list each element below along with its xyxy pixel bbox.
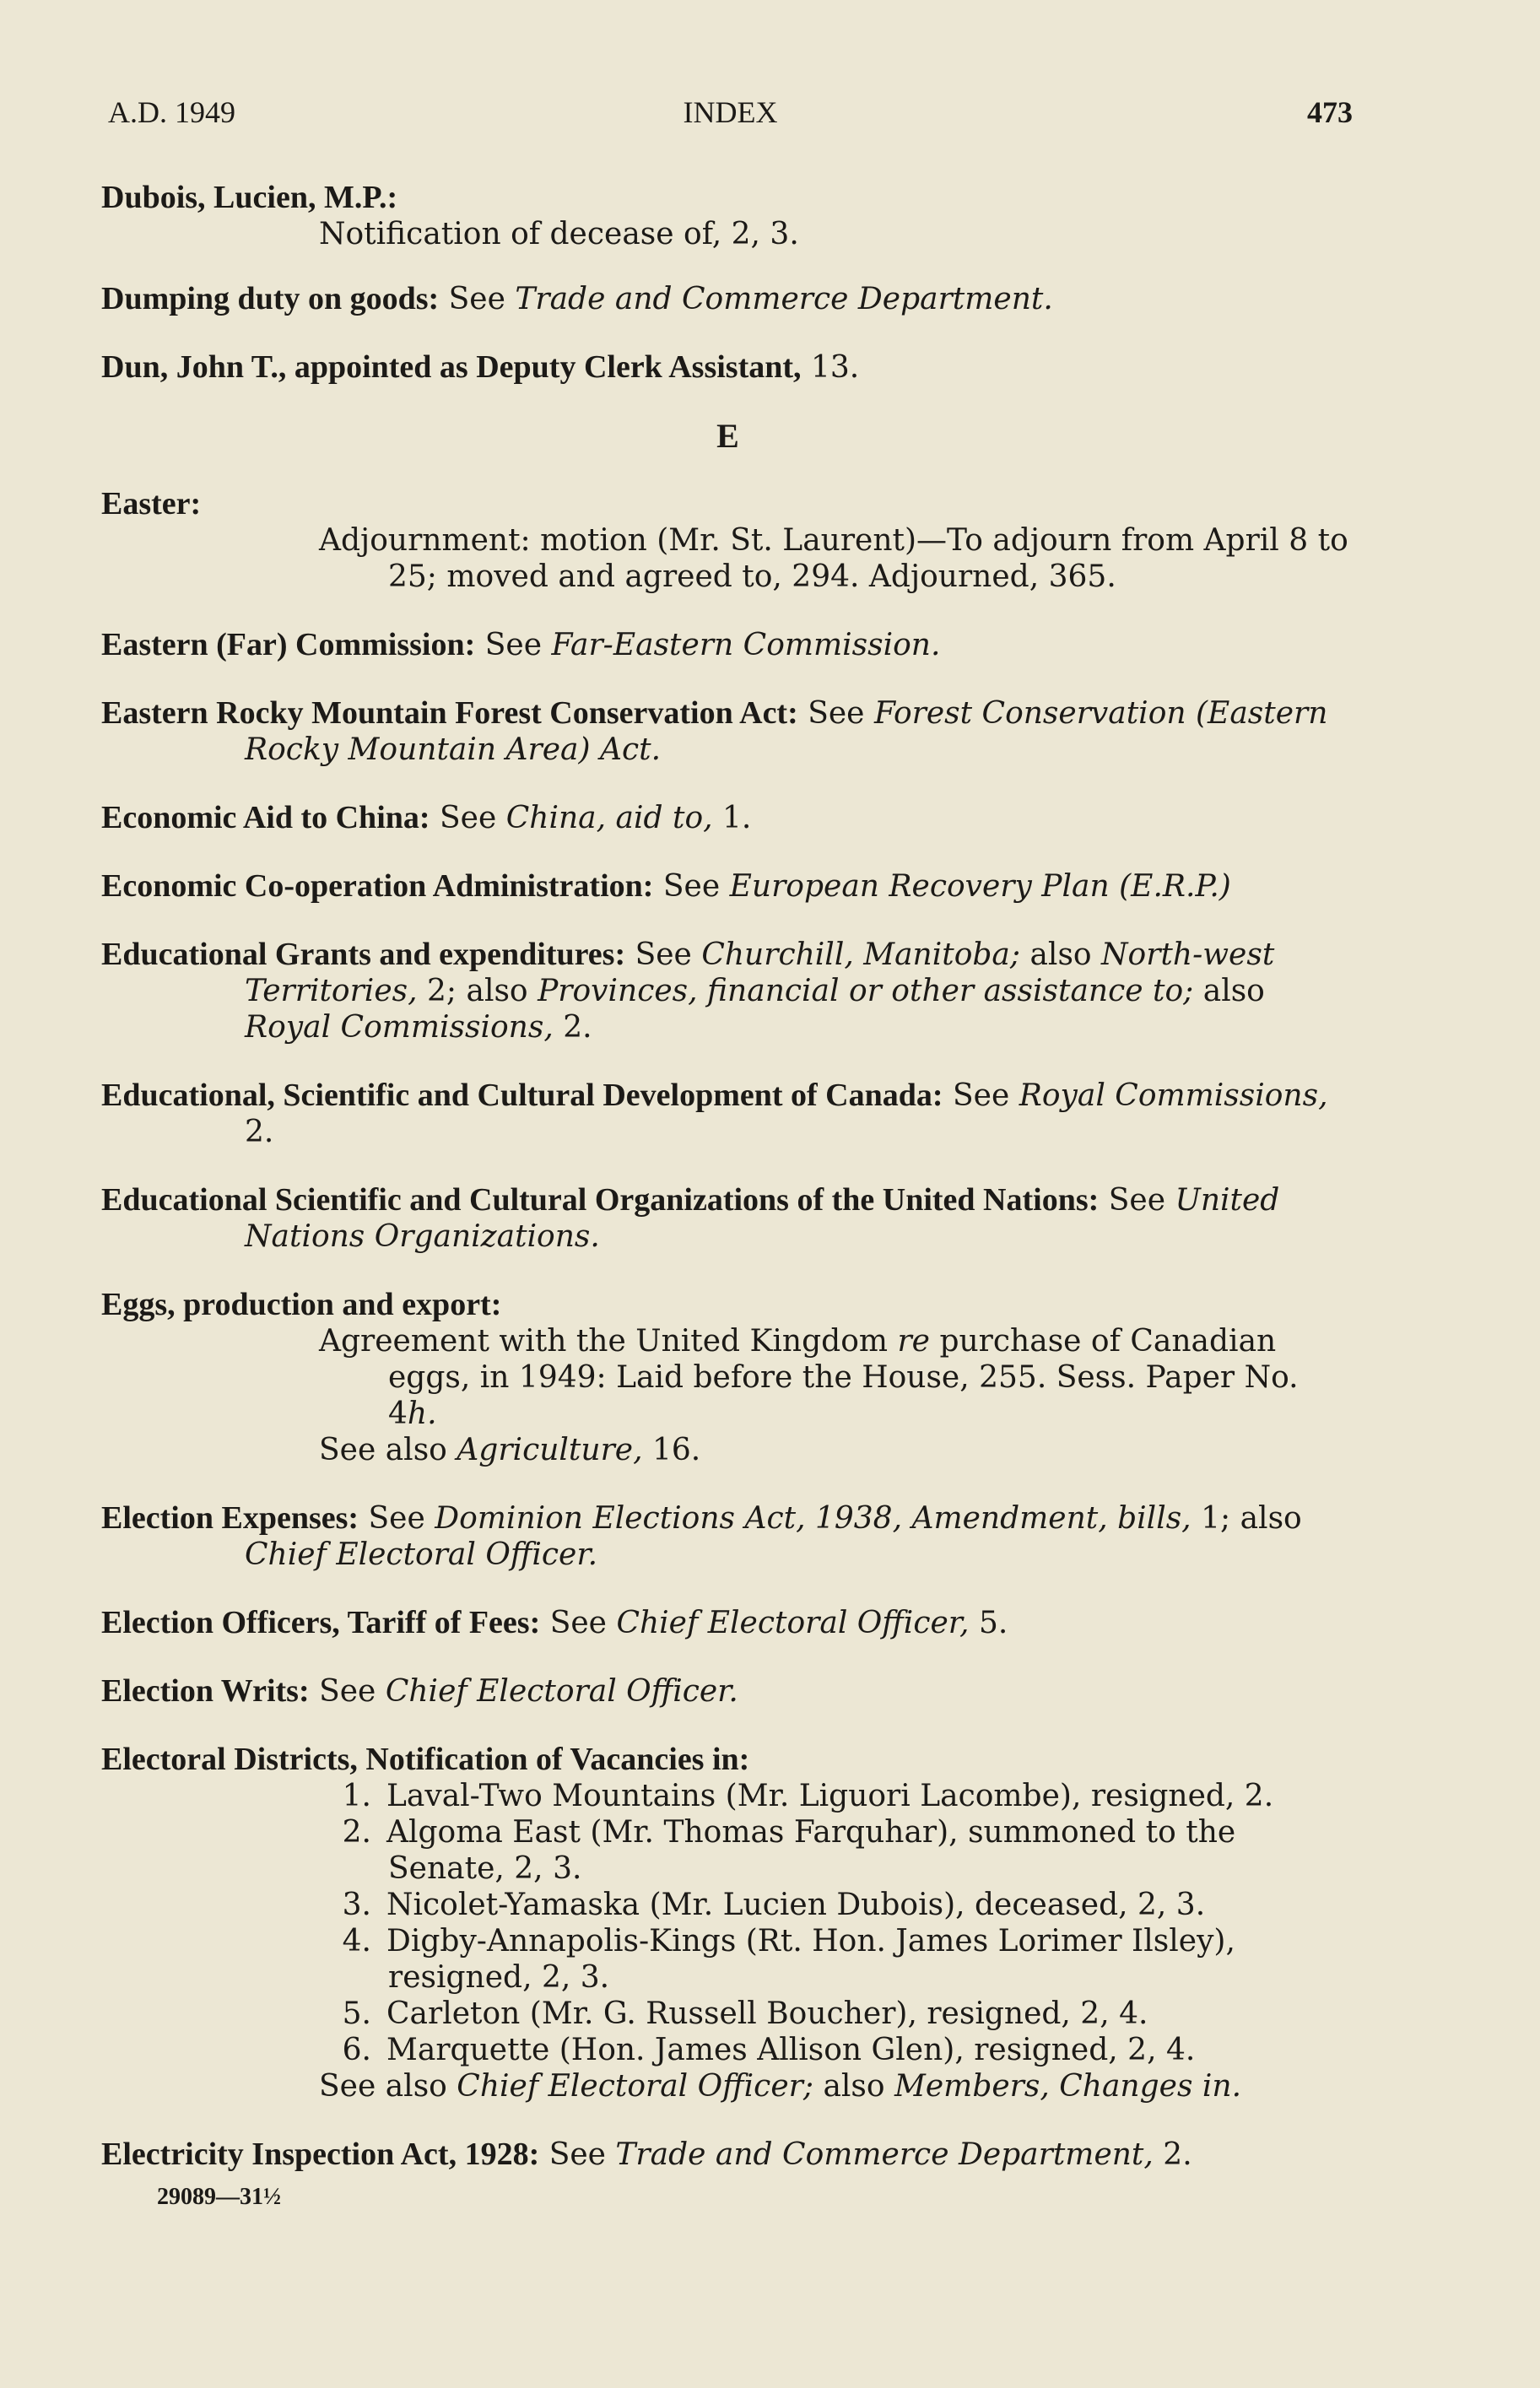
entry-heading: Electoral Districts, Notification of Vacancies in:	[101, 1742, 750, 1777]
index-entry-educational-grants	[101, 937, 1354, 1045]
page-ref: 5.	[978, 1606, 1008, 1640]
entry-heading: Electricity Inspection Act, 1928:	[101, 2137, 540, 2172]
cross-reference: (Eastern Rocky Mountain Area) Act.	[245, 696, 1328, 767]
cross-reference: North-west Territories,	[245, 937, 1275, 1008]
index-entries	[101, 180, 1354, 2173]
entry-heading: Election Writs:	[101, 1673, 310, 1709]
also-label: also	[1202, 974, 1265, 1008]
index-entry-eastern-rocky	[101, 695, 1354, 768]
see-label: See	[448, 282, 505, 316]
index-entry-election-expenses	[101, 1500, 1354, 1573]
entry-see-also: See also Agriculture, 16.	[319, 1433, 701, 1467]
entry-heading: Election Expenses:	[101, 1500, 359, 1536]
entry-heading: Dubois, Lucien, M.P.:	[101, 180, 398, 215]
index-entry-educational-scientific	[101, 1078, 1354, 1150]
list-item: 3. Nicolet-Yamaska (Mr. Lucien Dubois), deceased, 2, 3.	[342, 1888, 1206, 1922]
page-ref: 2; also	[427, 974, 528, 1008]
index-entry-election-writs	[101, 1673, 1354, 1710]
entry-heading: Election Officers, Tariff of Fees:	[101, 1605, 541, 1640]
page-ref: 2.	[563, 1010, 592, 1045]
index-entry-easter	[101, 486, 1354, 595]
cross-reference: China, aid to,	[505, 801, 713, 835]
cross-reference: Royal	[1019, 1078, 1105, 1113]
see-label: See	[440, 801, 497, 835]
entry-heading: Educational, Scientific and Cultural Development of Canada:	[101, 1078, 943, 1113]
page-number: 473	[1307, 95, 1353, 129]
entry-heading: Eggs, production and export:	[101, 1287, 502, 1322]
cross-reference: Royal Commissions,	[245, 1010, 554, 1045]
list-item: 4. Digby-Annapolis-Kings (Rt. Hon. James Lorimer Ilsley), resigned, 2, 3.	[342, 1924, 1235, 1995]
list-item: 2. Algoma East (Mr. Thomas Farquhar), summoned to the Senate, 2, 3.	[342, 1815, 1236, 1886]
entry-heading: Educational Grants and expenditures:	[101, 937, 626, 972]
see-label: See	[1108, 1183, 1166, 1218]
see-label: See	[635, 937, 692, 972]
entry-subline: Adjournment: motion (Mr. St. Laurent)—To adjourn from April 8 to 25; moved and agreed to, 294. Adjourned, 365.	[319, 523, 1348, 594]
see-label: See	[368, 1501, 425, 1536]
index-entry-election-officers	[101, 1605, 1354, 1641]
list-item: 6. Marquette (Hon. James Allison Glen), resigned, 2, 4.	[342, 2033, 1196, 2067]
entry-heading: Eastern (Far) Commission:	[101, 627, 476, 662]
section-letter: E	[716, 417, 739, 455]
index-entry-eggs	[101, 1287, 1354, 1468]
also-label: also	[1029, 937, 1092, 972]
entry-heading: Educational Scientific and Cultural Organizations of the United Nations:	[101, 1182, 1100, 1218]
index-entry-electricity	[101, 2137, 1354, 2173]
cross-reference: Churchill, Manitoba;	[701, 937, 1021, 972]
cross-reference: Provinces, financial or other assistance to;	[538, 974, 1194, 1008]
entry-heading: Dumping duty on goods:	[101, 281, 440, 316]
page-ref: 1;	[1201, 1501, 1231, 1536]
page-ref: 1.	[722, 801, 752, 835]
cross-reference: Chief Electoral Officer.	[385, 1674, 738, 1709]
index-entry-dumping	[101, 281, 1354, 317]
also-label: also	[1240, 1501, 1302, 1536]
see-label: See	[953, 1078, 1010, 1113]
page-ref: 2.	[245, 1115, 274, 1149]
cross-reference: Dominion Elections Act, 1938, Amendment, bills,	[435, 1501, 1191, 1536]
index-entry-eastern-far	[101, 627, 1354, 663]
cross-reference: European Recovery Plan (E.R.P.)	[729, 869, 1231, 904]
see-label: See	[484, 628, 543, 662]
see-label: See	[662, 869, 721, 904]
entry-subline: Notification of decease of, 2, 3.	[319, 217, 799, 251]
entry-heading: Economic Co-operation Administration:	[101, 868, 654, 904]
list-item: 5. Carleton (Mr. G. Russell Boucher), resigned, 2, 4.	[342, 1996, 1148, 2031]
index-entry-unesco	[101, 1182, 1354, 1255]
cross-reference: Far-Eastern Commission.	[551, 628, 941, 662]
see-label: See	[808, 696, 865, 731]
see-label: See	[549, 1606, 607, 1640]
vacancy-list	[245, 1778, 1354, 2068]
cross-reference: Trade and Commerce Department,	[615, 2137, 1154, 2172]
header-year: A.D. 1949	[108, 95, 235, 129]
cross-reference: United Nations Organizations.	[245, 1183, 1280, 1254]
printer-code: 29089—31½	[157, 2184, 281, 2210]
index-entry-economic-aid	[101, 800, 1354, 836]
page-ref: 13.	[810, 350, 860, 385]
cross-reference: Chief Electoral Officer.	[245, 1537, 598, 1572]
see-label: See	[548, 2137, 606, 2172]
cross-reference: Trade and Commerce Department.	[515, 282, 1053, 316]
entry-heading: Dun, John T., appointed as Deputy Clerk Assistant,	[101, 349, 802, 385]
entry-see-also: See also Chief Electoral Officer; also Members, Changes in.	[319, 2069, 1242, 2104]
entry-heading: Easter:	[101, 486, 202, 521]
entry-heading: Economic Aid to China:	[101, 800, 430, 835]
cross-reference: Forest Conservation	[873, 696, 1186, 731]
entry-heading: Eastern Rocky Mountain Forest Conservation Act:	[101, 695, 798, 731]
list-item: 1. Laval-Two Mountains (Mr. Liguori Lacombe), resigned, 2.	[342, 1779, 1274, 1813]
index-entry-economic-coop	[101, 868, 1354, 905]
index-entry-dun	[101, 349, 1354, 386]
entry-subline: Agreement with the United Kingdom re purchase of Canadian eggs, in 1949: Laid before the House, 255. Sess. Paper No. 4h.	[319, 1324, 1299, 1431]
index-entry-electoral-districts	[101, 1742, 1354, 2104]
index-entry-dubois	[101, 180, 1354, 252]
cross-reference: Commissions,	[1115, 1078, 1328, 1113]
page-ref: 2.	[1163, 2137, 1192, 2172]
header-title: INDEX	[683, 95, 778, 129]
see-label: See	[319, 1674, 376, 1709]
cross-reference: Chief Electoral Officer,	[616, 1606, 970, 1640]
